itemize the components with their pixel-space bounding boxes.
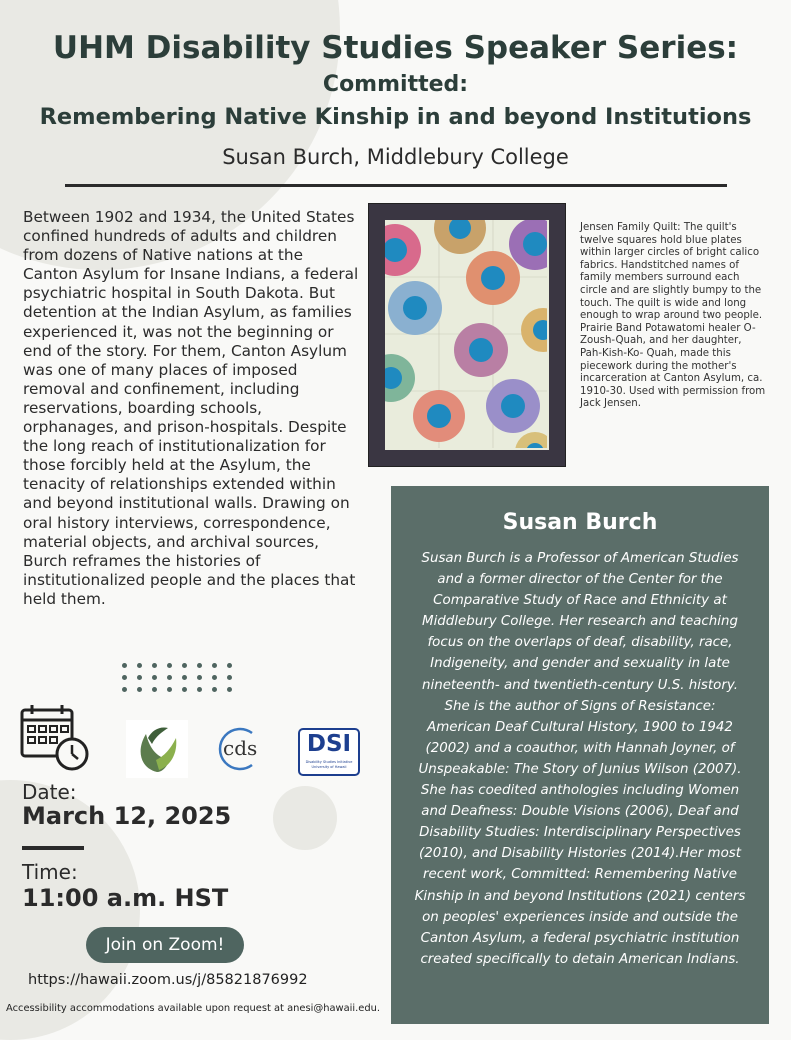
quilt-pattern: [385, 220, 547, 448]
bio-name: Susan Burch: [502, 510, 658, 535]
header-divider: [65, 184, 727, 187]
dsi-logo: [298, 728, 360, 776]
talk-title-line1: Committed:: [322, 72, 469, 97]
speaker-line: Susan Burch, Middlebury College: [222, 145, 569, 169]
dsi-logo-text: DSI: [306, 731, 352, 757]
cds-logo: [212, 725, 268, 773]
quilt-image: [368, 203, 566, 467]
talk-description: Between 1902 and 1934, the United States confined hundreds of adults and children from dozens of Native nations at the Canton Asylum for Insane Indians, a federal psychiatric hospital in South Dakota. But detention at the Indian Asylum, as families experienced it, was not the beginning or end of the story. For them, Canton Asylum was one of many places of imposed removal and confinement, including reservations, boarding schools, orphanages, and prison-hospitals. Despite the long reach of institutionalization for those forcibly held at the Asylum, the tenacity of relationships extended within and beyond institutional walls. Drawing on oral history interviews, correspondence, material objects, and archival sources, Burch reframes the histories of institutionalized people and the places that held them.: [23, 208, 359, 608]
date-label: Date:: [22, 780, 77, 804]
talk-title-line2: Remembering Native Kinship in and beyond Institutions: [39, 104, 752, 130]
calendar-clock-icon: [20, 704, 90, 772]
accessibility-note: Accessibility accommodations available upon request at anesi@hawaii.edu.: [6, 1003, 381, 1014]
leaf-logo: [126, 720, 188, 778]
series-title: UHM Disability Studies Speaker Series:: [52, 30, 739, 66]
join-zoom-button[interactable]: Join on Zoom!: [86, 927, 244, 963]
dsi-logo-subtitle-2: University of Hawaii: [311, 765, 347, 769]
zoom-url-link[interactable]: https://hawaii.zoom.us/j/85821876992: [28, 972, 308, 988]
bg-circle-small: [273, 786, 337, 850]
quilt-caption: Jensen Family Quilt: The quilt's twelve squares hold blue plates within larger circles of bright calico fabrics. Handstitched names of family members surround each circle and are slightly bumpy to the touch. The quilt is wide and long enough to wrap around two people. Prairie Band Potawatomi healer O-Zoush-Quah, and her daughter, Pah-Kish-Ko- Quah, made this piecework during the mother's incarceration at Canton Asylum, ca. 1910-30. Used with permission from Jack Jensen.: [580, 222, 766, 410]
bio-text: Susan Burch is a Professor of American Studies and a former director of the Center for the Comparative Study of Race and Ethnicity at Middlebury College. Her research and teaching focus on the overlaps of deaf, disability, race, Indigeneity, and gender and sexuality in late nineteenth- and twentieth-century U.S. history. She is the author of Signs of Resistance: American Deaf Cultural History, 1900 to 1942 (2002) and a coauthor, with Hannah Joyner, of Unspeakable: The Story of Junius Wilson (2007). She has coedited anthologies including Women and Deafness: Double Visions (2006), Deaf and Disability Studies: Interdisciplinary Perspectives (2010), and Disability Histories (2014).Her most recent work, Committed: Remembering Native Kinship in and beyond Institutions (2021) centers on peoples' experiences inside and outside the Canton Asylum, a federal psychiatric institution created specifically to detain American Indians.: [414, 551, 746, 967]
date-value: March 12, 2025: [22, 802, 232, 830]
time-value: 11:00 a.m. HST: [22, 884, 229, 912]
time-label: Time:: [22, 860, 78, 884]
dsi-logo-subtitle: Disability Studies Initiative: [305, 760, 353, 764]
bio-panel: [391, 486, 769, 1024]
cds-logo-text: cds: [223, 736, 258, 760]
date-divider: [22, 846, 84, 850]
